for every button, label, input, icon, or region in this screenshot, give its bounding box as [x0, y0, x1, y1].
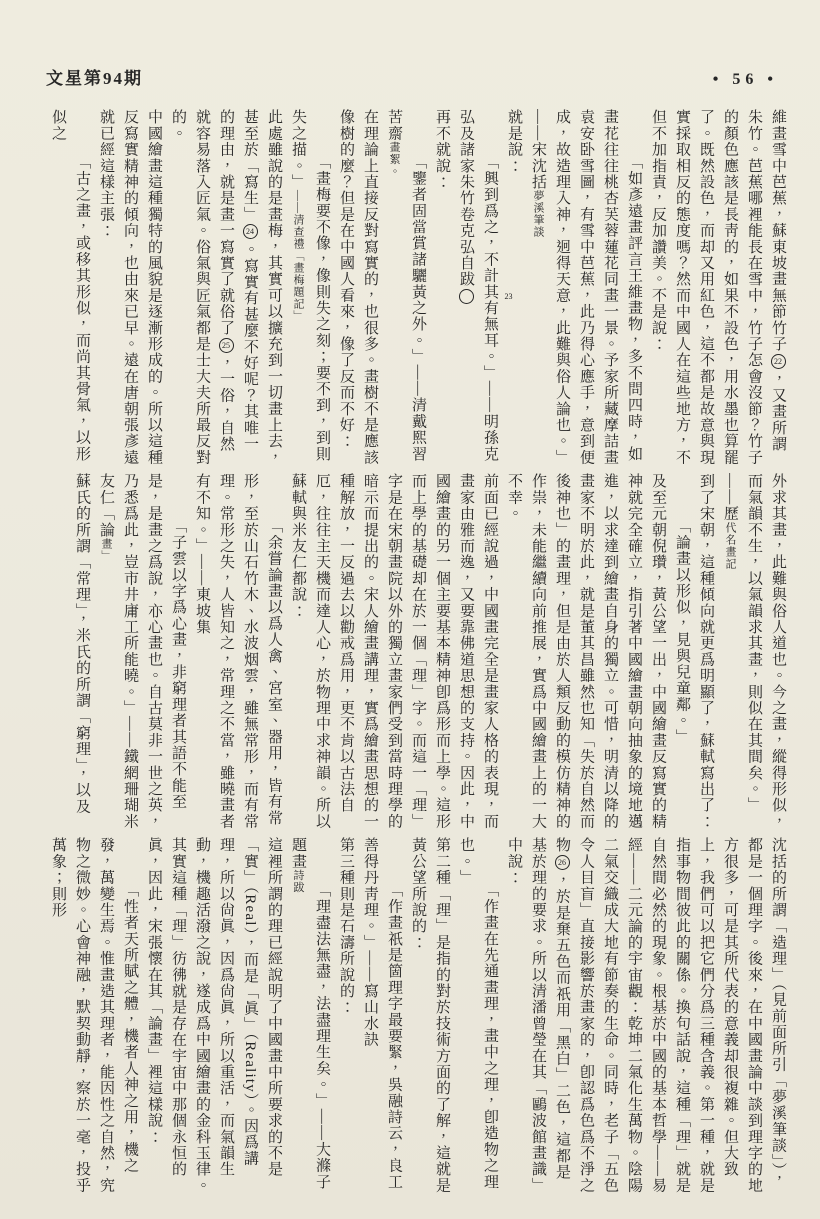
- text-run: 「畫梅要不像，像則失之刻；要不到，到則失之描。」: [290, 109, 330, 462]
- text-run: 蘇氏的所謂「常理」，米氏的所謂「窮理」，以及: [74, 473, 90, 815]
- text-run: 到了宋朝，這種傾向就更爲明顯了，蘇軾寫出了：: [698, 473, 714, 830]
- quote-paragraph: [46, 109, 94, 467]
- body-paragraph: [286, 473, 502, 831]
- text-run: 中國繪畫這種獨特的風貌是逐漸形成的。所以這種反寫實精神的傾向，也由來已早。遠在唐朝張彥遠就已經這樣主張：: [98, 109, 162, 466]
- text-run: 「余嘗論畫以爲人禽、宮室、器用，皆有常形，至於山石竹木、水波烟雲，雖無常形，而有常理。常形之失，人皆知之，常理之不當，雖曉畫者有不知。」——東坡集: [194, 473, 282, 830]
- quote-paragraph: [286, 109, 334, 467]
- body-paragraph: [334, 837, 358, 1195]
- footnote-marker: 23: [459, 289, 474, 304]
- text-run: ，又畫所謂朱竹。芭蕉哪裡能長在雪中，竹子怎會沒節？竹子的顏色應該是長靑的，如果不設色，用水墨也算罷了。既然設色，而却又用紅色，這不都是故意與現實採取相反的態度嗎？然而中國人在這些地方，不但不加指責，反加讚美。不是說：: [650, 109, 786, 466]
- quote-paragraph: [358, 837, 406, 1195]
- text-run: 「興到爲之，不計其有無耳。」——明孫克弘及諸家朱竹卷克弘自跋: [458, 109, 498, 462]
- text-run: ，於是棄五色而祇用「黑白」二色，這都是基於理的要求。所以清潘曾瑩在其「鷗波館畫識」中說：: [506, 837, 570, 1194]
- text-run: 「論畫以形似，見與兒童鄰。」: [674, 518, 690, 745]
- quote-paragraph: [526, 109, 646, 467]
- text-run: 「性者天所賦之體，機者人神之用，機之發，萬變生焉。惟畫造其理者，能因性之自然，究物之微妙。心會神融，默契動靜，察於一毫，投乎萬象；則形: [50, 837, 138, 1194]
- page-header: [34, 64, 790, 89]
- text-run: 這裡所謂的理已經說明了中國畫中所要求的不是「實」（Real），而是「眞」（Reality）。因爲講理，所以尙眞，因爲尙眞，所以重活，而氣韻生動，機趣活潑之說，遂成爲中國繪畫的金科玉律。其實這種「理」彷彿就是存在宇宙中那個永恒的眞，因此，宋張懷在其「論畫」裡這樣說：: [146, 837, 282, 1194]
- quote-paragraph: [670, 473, 694, 831]
- content-band-middle: [34, 473, 790, 831]
- quote-paragraph: [718, 473, 790, 831]
- quote-paragraph: [286, 837, 334, 1195]
- text-run: 及至元朝倪瓚，黃公望一出，中國繪畫反寫實的精神就完全確立，指引著中國繪畫朝向抽象的境地邁進，以求達到繪畫自身的獨立。可惜，明清以降的畫家不明於此，就是董其昌雖然也知「失於自然而後神也」的畫理，但是由於人類反動的模仿精神的作祟，未能繼續向前推展，實爲中國繪畫上的一大不幸。: [506, 473, 666, 830]
- body-paragraph: [94, 109, 166, 467]
- body-paragraph: [502, 837, 790, 1195]
- quote-paragraph: [190, 473, 286, 831]
- text-run: 第二種「理」是指的對於技術方面的了解，這就是黃公望所說的：: [410, 837, 450, 1194]
- content-band-top: [34, 109, 790, 467]
- body-paragraph: [502, 109, 526, 467]
- quote-paragraph: [94, 473, 190, 831]
- source-citation: 詩跋: [292, 869, 304, 894]
- footnote-marker: 26: [555, 855, 570, 870]
- text-run: 「作畫祇是箇理字最要緊，吳融詩云，良工善得丹靑理。」——寫山水訣: [362, 837, 402, 1190]
- footnote-marker: 24: [243, 224, 258, 239]
- body-paragraph: [694, 473, 718, 831]
- text-run: 。寫實有甚麼不好呢？其唯一的理由，就是畫一寫實了就俗了: [218, 109, 258, 453]
- quote-paragraph: [46, 837, 142, 1195]
- source-citation: 代名畫記: [724, 521, 736, 570]
- text-run: 再不就說：: [434, 109, 450, 190]
- body-paragraph: [430, 109, 454, 467]
- text-run: 外求其畫，此難與俗人道也。今之畫，縱得形似，而氣韻不生，以氣韻求其畫，則似在其間矣。」——歷: [722, 473, 786, 830]
- body-paragraph: [646, 109, 790, 467]
- text-run: 沈括的所謂「造理」（見前面所引「夢溪筆談」），都是一個理字。後來，在中國畫論中談到理字的地方很多，可是其所代表的意義却很複雜。但大致上，我們可以把它們分爲三種含義。第一種，就是指事物間彼此的關係。換句話說，這種「理」就是自然間必然的現象。根基於中國的基本哲學——易經——二元論的宇宙觀：乾坤二氣化生萬物。陰陽二氣交織成大地有節奏的生命。同時，老子「五色令人目盲」直接影響於畫家的，卽認爲色爲不淨之物: [554, 837, 786, 1194]
- text-run: 「如彥遠畫評言王維畫物，多不問四時，如畫花往往桃杏芙蓉蓮花同畫一景。予家所藏摩詰畫袁安卧雪圖，有雪中芭蕉，此乃得心應手，意到便成，故造理入神，迥得天意，此難與俗人論也。」——宋沈括: [530, 109, 642, 466]
- text-run: 「作畫在先通畫理，畫中之理，卽造物之理也。」: [458, 837, 498, 1190]
- text-run: 第三種則是石濤所說的：: [338, 837, 354, 1016]
- footnote-marker: 25: [219, 338, 234, 353]
- text-run: 就是說：: [506, 109, 522, 174]
- source-citation: 畫」: [100, 537, 112, 562]
- text-run: 前面已經說過，中國畫完全是畫家人格的表現，而畫家由雅而逸，又要靠佛道思想的支持。因此，中國繪畫的另一個主要基本精神卽爲形而上學。這形而上學的基礎却在於一個「理」字。而這一「理」字是在宋朝畫院以外的獨立畫家們受到當時理學的暗示而提出的。宋人繪畫講理，實爲繪畫思想的一種解放，一反過去以勸戒爲用，更不肯以古法自厄，往往主天機而達人心，於物理中求神韻。所以蘇軾與米友仁都說：: [290, 473, 498, 830]
- source-citation: ——清查禮「畫梅題記」: [292, 190, 304, 322]
- journal-title: 文星第94期: [46, 69, 143, 88]
- body-paragraph: [166, 109, 286, 467]
- text-run: 「鑒者固當賞諸驪黃之外。」——清戴熙習苦齋: [386, 109, 426, 462]
- text-run: 「古之畫，或移其形似，而尚其骨氣，以形似之: [50, 109, 90, 462]
- content-band-bottom: [34, 837, 790, 1195]
- article-body: [34, 109, 790, 1195]
- source-citation: 畫絮。: [388, 141, 400, 178]
- source-citation: 夢溪筆談: [532, 190, 544, 238]
- quote-paragraph: [382, 109, 430, 467]
- text-run: 此處雖說的是畫梅，其實可以擴充到一切畫上去，甚至於「寫生」: [242, 109, 282, 466]
- text-run: ，一俗，自然就容易落入匠氣。俗氣與匠氣都是士大夫所最反對的。: [170, 109, 234, 466]
- page-number: • 56 •: [712, 71, 778, 88]
- text-run: 維畫雪中芭蕉，蘇東坡畫無節竹子: [770, 109, 786, 352]
- body-paragraph: [406, 837, 454, 1195]
- footnote-marker: 22: [771, 354, 786, 369]
- body-paragraph: [502, 473, 670, 831]
- text-run: 在理論上直接反對寫實的，也很多。畫樹不是應該像樹的麼？但是在中國人看來，像了反而不好：: [338, 109, 378, 466]
- quote-paragraph: [454, 837, 502, 1195]
- quote-paragraph: [454, 109, 513, 467]
- body-paragraph: [70, 473, 94, 831]
- body-paragraph: [142, 837, 286, 1195]
- text-run: 「理盡法無盡，法盡理生矣。」——大滌子題畫: [290, 837, 330, 1190]
- text-run: 「子雲以字爲心畫，非窮理者其語不能至是，是畫之爲說，亦心畫也。自古莫非一世之英，乃悉爲此，豈市井庸工所能曉。」——鐵網珊瑚米友仁「論: [98, 473, 186, 830]
- body-paragraph: [334, 109, 382, 467]
